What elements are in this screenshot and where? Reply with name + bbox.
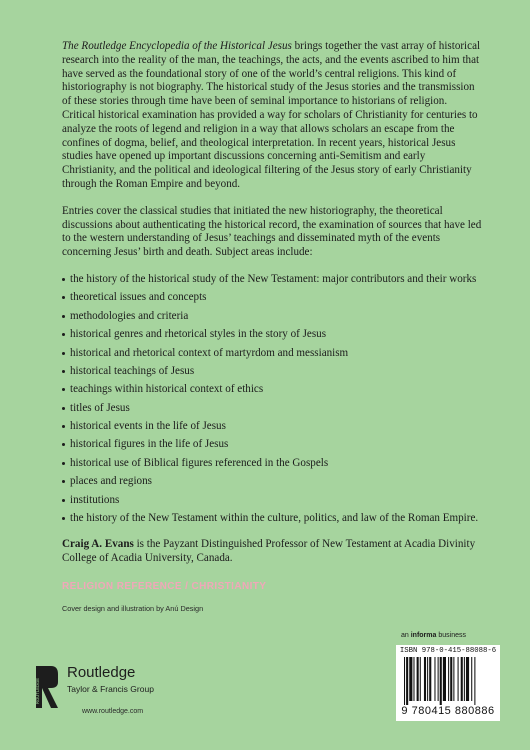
book-title-italic: The Routledge Encyclopedia of the Historical Jesus: [62, 40, 292, 52]
isbn-label: ISBN 978-0-415-88088-6: [399, 647, 497, 655]
subject-list-item: institutions: [62, 494, 482, 508]
author-description: is the Payzant Distinguished Professor of New Testament at Acadia Divinity College of Acadia University, Canada.: [62, 537, 476, 564]
subject-list-item: historical and rhetorical context of martyrdom and messianism: [62, 347, 482, 361]
subject-list-item: historical genres and rhetorical styles in the story of Jesus: [62, 328, 482, 342]
barcode: [396, 645, 500, 721]
barcode-bar: [438, 657, 439, 701]
barcode-bar: [461, 657, 463, 701]
barcode-bar: [406, 657, 408, 705]
barcode-bar: [440, 657, 442, 705]
subject-list-item: historical use of Biblical figures referenced in the Gospels: [62, 457, 482, 471]
subject-list-item: the history of the historical study of the New Testament: major contributors and their works: [62, 273, 482, 287]
routledge-logo-icon: [34, 664, 60, 710]
subject-list-item: historical figures in the life of Jesus: [62, 438, 482, 452]
publisher-url: www.routledge.com: [82, 708, 144, 715]
barcode-bar: [434, 657, 435, 701]
description-text: brings together the vast array of historical research into the reality of the man, the teachings, the acts, and the events ascribed to him that have served as the foundational story of one of the world’s central religions. This kind of historiography is not biography. The historical study of the Jesus stories and the transmission of these stories through time have been of seminal importance to historians of religion. Critical historical examination has provided a way for scholars of Christianity for centuries to analyze the roots of legend and religion in a way that allows scholars an escape from the confines of dogma, belief, and theological interpretation. In recent years, historical Jesus studies have opened up important discussions concerning anti-Semitism and early Christianity, and the political and ideological filtering of the Jesus story of early Christianity through the Roman Empire and beyond.: [62, 40, 481, 190]
barcode-bar: [453, 657, 454, 701]
barcode-bar: [464, 657, 465, 701]
author-name: Craig A. Evans: [62, 537, 134, 550]
publisher-block: [34, 660, 234, 730]
subject-list-item: the history of the New Testament within the culture, politics, and law of the Roman Empire.: [62, 512, 482, 526]
barcode-bar: [450, 657, 452, 701]
subject-list-item: teachings within historical context of ethics: [62, 383, 482, 397]
publisher-name: Routledge: [67, 664, 136, 681]
subject-list-item: theoretical issues and concepts: [62, 291, 482, 305]
barcode-bar: [417, 657, 419, 701]
barcode-bar: [429, 657, 431, 701]
subject-list: [62, 273, 482, 526]
subject-list-item: places and regions: [62, 475, 482, 489]
barcode-bar: [420, 657, 421, 701]
barcode-bar: [409, 657, 412, 701]
barcode-bar: [404, 657, 405, 705]
informa-prefix: an: [401, 632, 411, 639]
cover-credit: Cover design and illustration by Anú Design: [62, 604, 204, 614]
back-cover-text: [62, 40, 482, 613]
description-paragraph: [62, 40, 482, 192]
barcode-bar: [413, 657, 414, 701]
subject-list-item: historical teachings of Jesus: [62, 365, 482, 379]
barcode-bar: [474, 657, 475, 705]
author-bio: [62, 538, 482, 566]
publisher-group: Taylor & Francis Group: [67, 684, 154, 694]
barcode-bar: [466, 657, 469, 701]
barcode-bar: [471, 657, 472, 701]
logo-vertical-text: ROUTLEDGE: [34, 677, 40, 704]
informa-brand: informa: [410, 632, 437, 639]
ean-digits: 9 780415 880886: [401, 705, 495, 717]
informa-suffix: business: [436, 632, 466, 639]
subject-category: RELIGION REFERENCE / CHRISTIANITY: [62, 581, 267, 593]
subject-list-item: titles of Jesus: [62, 402, 482, 416]
informa-tagline: [401, 632, 466, 639]
barcode-bar: [458, 657, 459, 701]
subject-list-item: historical events in the life of Jesus: [62, 420, 482, 434]
barcode-bar: [443, 657, 446, 701]
entries-paragraph: Entries cover the classical studies that initiated the new historiography, the theoretical discussions about authenticating the historical record, the examination of sources that have led to the western understanding of Jesus’ teachings and disseminated myth of the events concerning Jesus’ birth and death. Subject areas include:: [62, 204, 482, 259]
barcode-bar: [427, 657, 428, 701]
barcode-bar: [448, 657, 449, 701]
barcode-bar: [424, 657, 426, 701]
barcode-icon: [404, 657, 492, 705]
subject-list-item: methodologies and criteria: [62, 310, 482, 324]
